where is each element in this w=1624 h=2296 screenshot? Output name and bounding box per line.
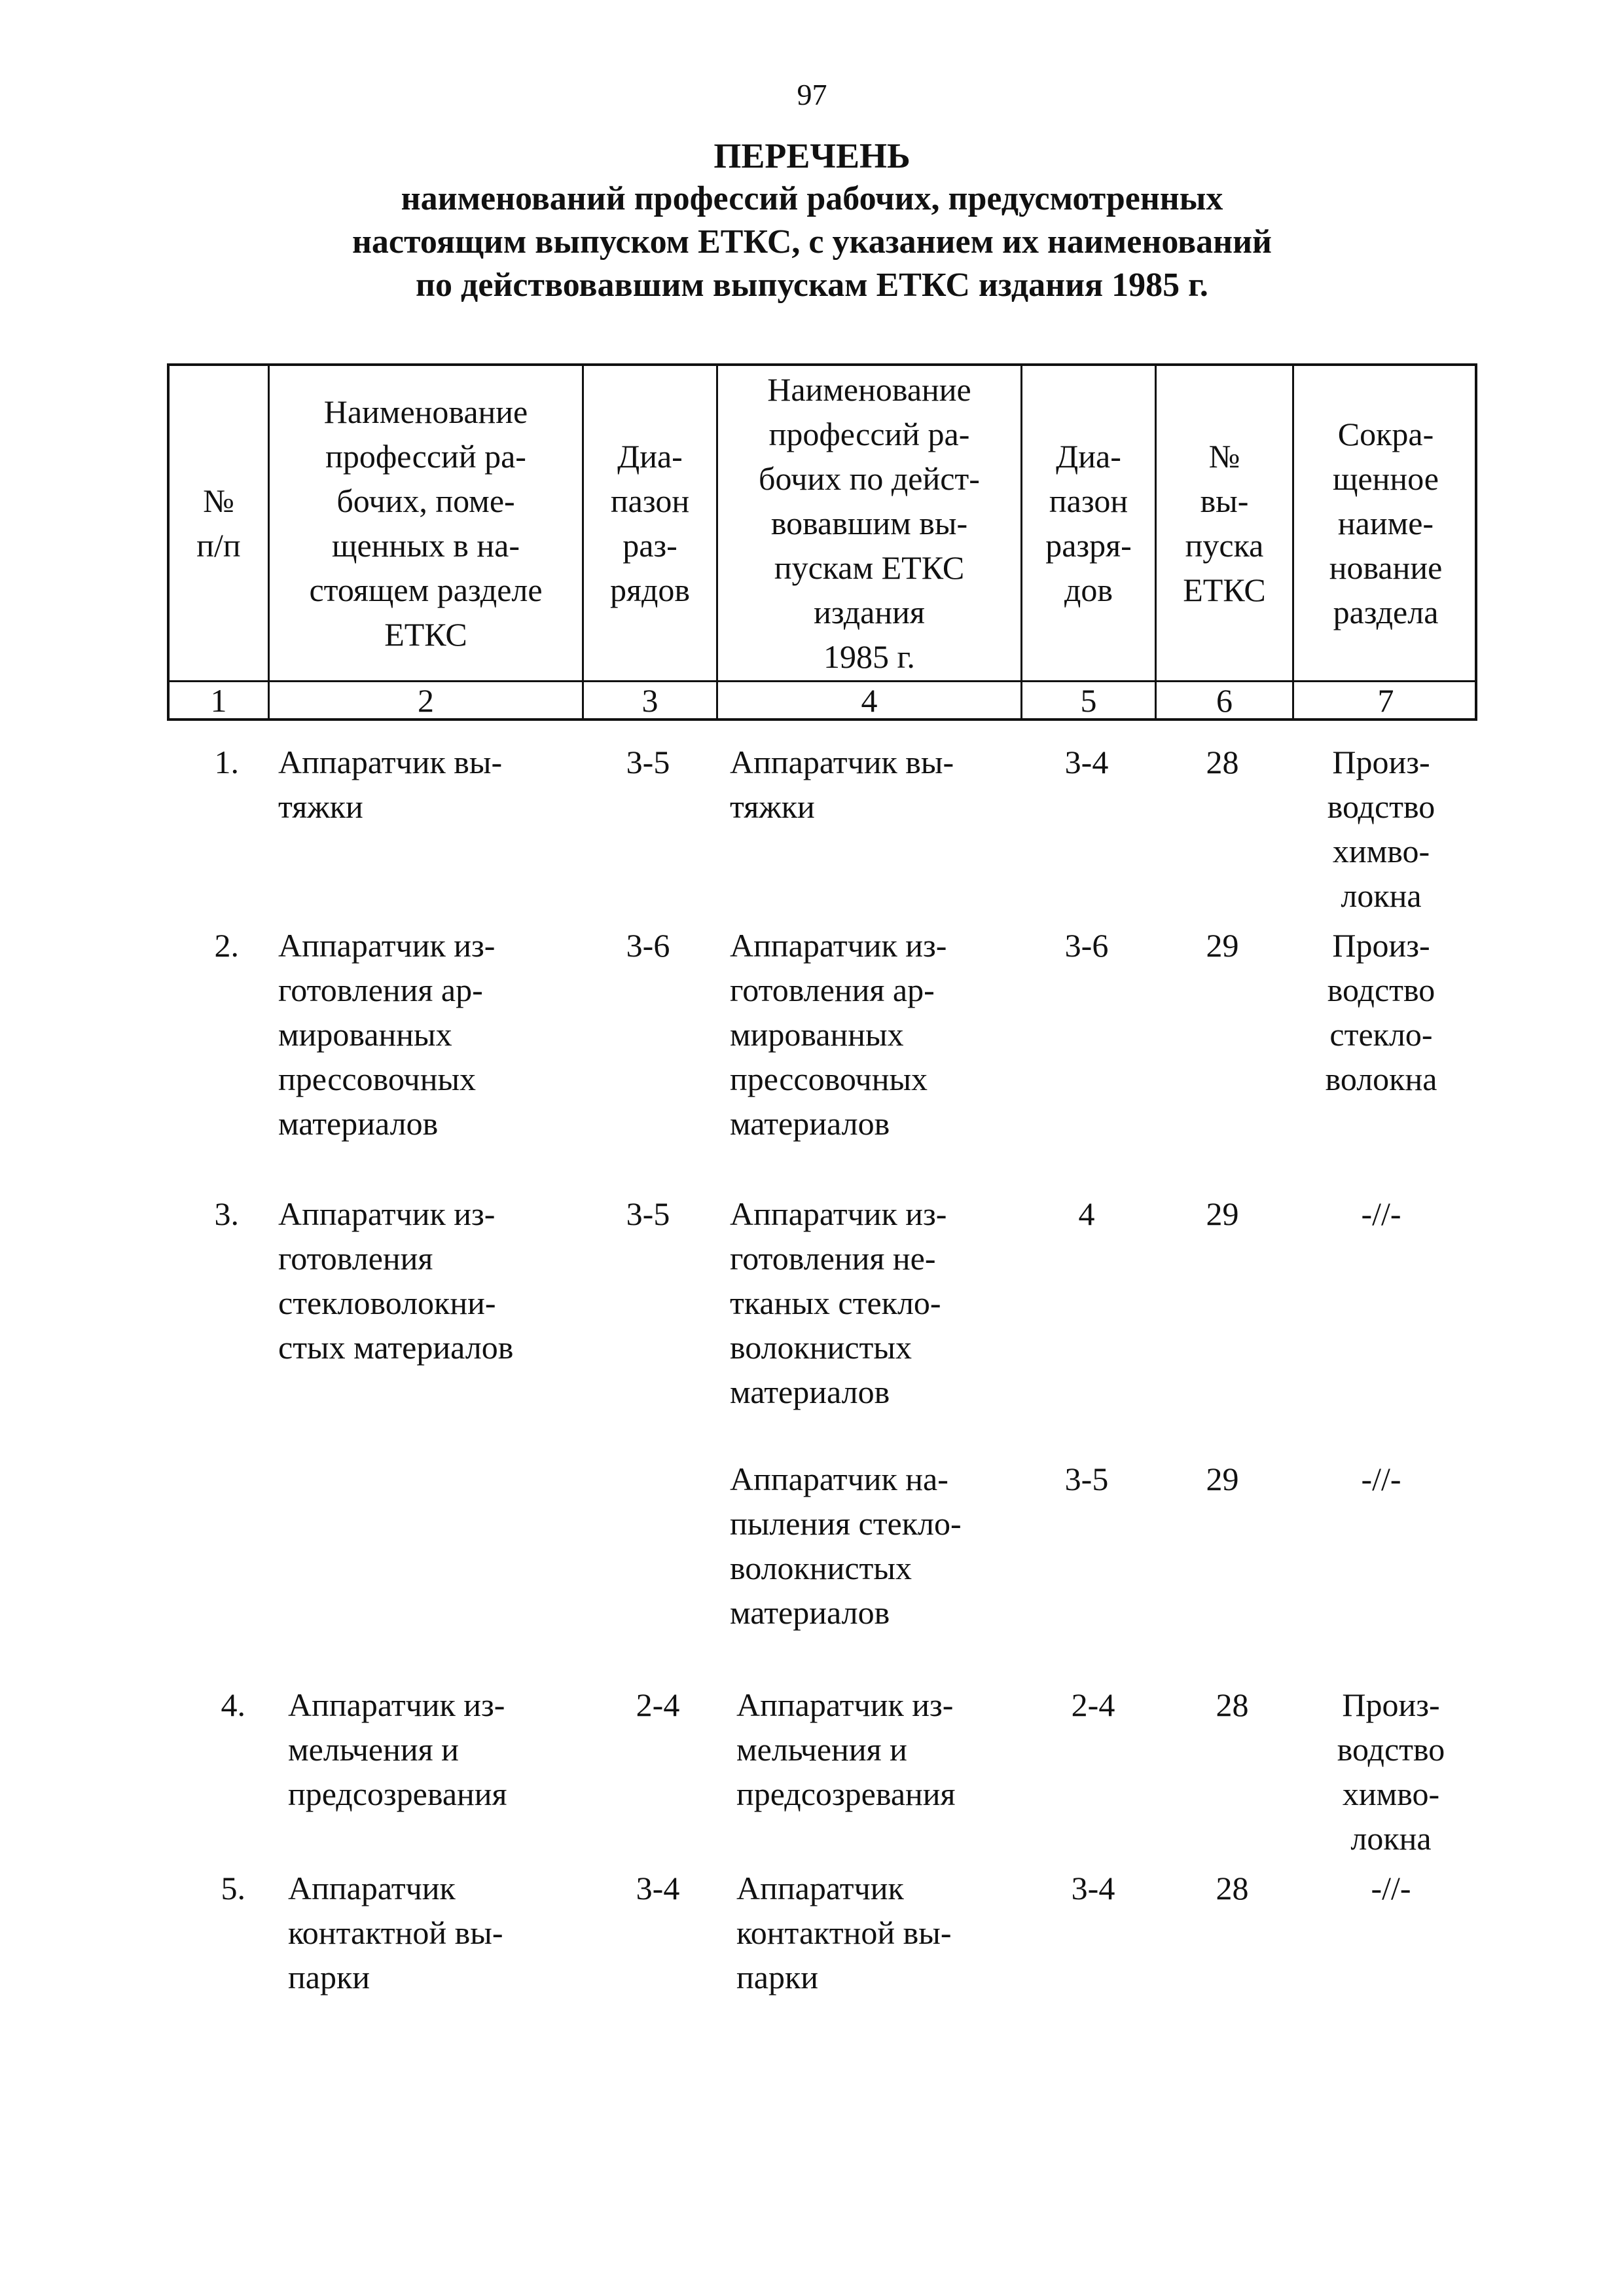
title-block [0, 134, 1624, 307]
grade-range: 3-4 [636, 1870, 680, 1906]
header-cell-issue: № вы- пуска ЕТКС [1183, 438, 1266, 608]
grade-range: 3-5 [626, 744, 670, 780]
profession-name: Аппаратчик из- готовления стекловолокни- стых материалов [278, 1195, 514, 1366]
section-short-name: -//- [1371, 1870, 1411, 1906]
old-grade-range: 3-5 [1064, 1461, 1109, 1497]
header-cell-old-name: Наименование профессий ра- бочих по дейст- вовавшим вы- пускам ЕТКС издания 1985 г. [759, 371, 980, 675]
section-short-name: -//- [1361, 1461, 1401, 1497]
section-short-name: Произ- водство стекло- волокна [1325, 927, 1437, 1097]
header-cell-name: Наименование профессий ра- бочих, поме- щенных в на- стоящем разделе ЕТКС [309, 393, 543, 653]
grade-range: 3-5 [626, 1195, 670, 1232]
section-short-name: Произ- водство химво- локна [1327, 744, 1435, 914]
column-number: 1 [210, 682, 227, 719]
row-number: 4. [221, 1686, 245, 1723]
profession-name: Аппаратчик вы- тяжки [278, 744, 503, 825]
profession-name: Аппаратчик из- мельчения и предсозревания [288, 1686, 507, 1812]
old-grade-range: 3-4 [1071, 1870, 1115, 1906]
issue-number: 28 [1216, 1870, 1249, 1906]
grade-range: 2-4 [636, 1686, 680, 1723]
column-number: 4 [861, 682, 878, 719]
issue-number: 28 [1216, 1686, 1249, 1723]
old-profession-name: Аппаратчик из- готовления не- тканых стекло- волокнистых материалов [730, 1195, 947, 1410]
old-grade-range: 3-4 [1064, 744, 1109, 780]
old-profession-name: Аппаратчик вы- тяжки [730, 744, 954, 825]
profession-name: Аппаратчик контактной вы- парки [288, 1870, 503, 1995]
header-cell-no: № п/п [196, 483, 241, 564]
subtitle-line: по действовавшим выпускам ЕТКС издания 1985 г. [416, 266, 1208, 304]
grade-range: 3-6 [626, 927, 670, 964]
issue-number: 29 [1206, 1195, 1239, 1232]
row-number: 5. [221, 1870, 245, 1906]
column-number: 6 [1216, 682, 1233, 719]
header-cell-range: Диа- пазон раз- рядов [609, 438, 691, 608]
subtitle-line: наименований профессий рабочих, предусмотренных [401, 180, 1223, 217]
column-number: 5 [1080, 682, 1097, 719]
row-number: 2. [214, 927, 239, 964]
section-short-name: -//- [1361, 1195, 1401, 1232]
old-profession-name: Аппаратчик на- пыления стекло- волокнистых материалов [730, 1461, 962, 1631]
old-grade-range: 4 [1078, 1195, 1095, 1232]
column-number: 2 [418, 682, 434, 719]
document-title: ПЕРЕЧЕНЬ [713, 136, 911, 175]
subtitle-line: настоящим выпуском ЕТКС, с указанием их наименований [352, 223, 1272, 261]
header-cell-section: Сокра- щенное наиме- нование раздела [1329, 416, 1443, 630]
issue-number: 29 [1206, 1461, 1239, 1497]
old-grade-range: 2-4 [1071, 1686, 1115, 1723]
old-grade-range: 3-6 [1064, 927, 1109, 964]
profession-name: Аппаратчик из- готовления ар- мированных прессовочных материалов [278, 927, 496, 1142]
issue-number: 28 [1206, 744, 1239, 780]
header-table [167, 363, 1477, 721]
page-number: 97 [797, 78, 827, 111]
header-cell-old-range: Диа- пазон разря- дов [1045, 438, 1132, 608]
old-profession-name: Аппаратчик контактной вы- парки [736, 1870, 952, 1995]
row-number: 1. [214, 744, 239, 780]
column-number: 3 [641, 682, 659, 719]
old-profession-name: Аппаратчик из- мельчения и предсозревания [736, 1686, 956, 1812]
column-number: 7 [1377, 682, 1394, 719]
old-profession-name: Аппаратчик из- готовления ар- мированных прессовочных материалов [730, 927, 947, 1142]
section-short-name: Произ- водство химво- локна [1337, 1686, 1445, 1857]
row-number: 3. [214, 1195, 239, 1232]
issue-number: 29 [1206, 927, 1239, 964]
